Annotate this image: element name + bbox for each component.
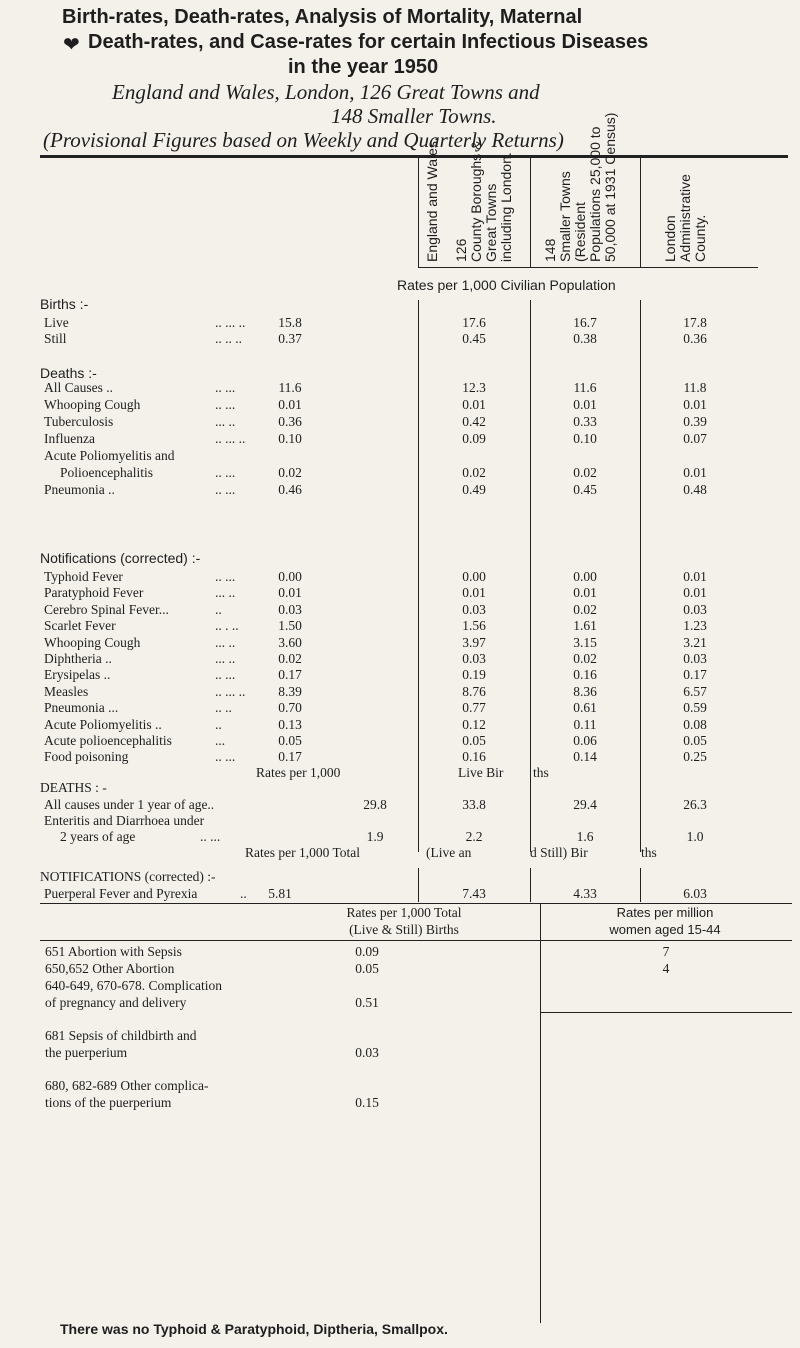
notif-rows-value: 3.60 <box>278 634 302 650</box>
notif2-heading: NOTIFICATIONS (corrected) :- <box>40 869 216 884</box>
maternal-right-rule <box>540 1012 792 1013</box>
notif-rows-value: 0.13 <box>278 716 302 732</box>
maternal-row-label: 680, 682-689 Other complica- <box>45 1078 209 1093</box>
maternal-top-rule <box>40 903 792 904</box>
maternal-row-label: of pregnancy and delivery <box>45 995 187 1010</box>
maternal-row-label: 650,652 Other Abortion <box>45 961 175 976</box>
deaths-rows-value: 0.01 <box>278 397 302 412</box>
maternal-row-label: 640-649, 670-678. Complication <box>45 978 222 993</box>
col-header-england-label: England and Wales. <box>424 137 440 262</box>
maternal-rate-per-million: 4 <box>662 961 670 976</box>
maternal-rate-per-million: 7 <box>662 944 670 959</box>
notif-rows-value: 1.61 <box>573 618 597 634</box>
deaths-rows-dots: .. ... .. <box>215 431 246 446</box>
notif-rows-label: Food poisoning <box>44 749 129 765</box>
deaths-rows-dots: .. ... <box>215 482 236 497</box>
col-header-smaller-towns-l4: Populations 25,000 to <box>587 126 603 262</box>
maternal-row-label: the puerperium <box>45 1045 128 1060</box>
infant-deaths-heading: DEATHS : - <box>40 780 107 795</box>
deaths-rows-value: 0.01 <box>683 465 707 480</box>
notif-rows-value: 0.05 <box>278 733 302 748</box>
births-rows-value: 15.8 <box>278 315 302 330</box>
notif-rows-value: 0.17 <box>278 749 302 765</box>
notif-rows-value: 0.03 <box>683 651 707 666</box>
deaths-rows-value: 0.45 <box>573 482 597 497</box>
notif-rows-dots: ... .. <box>215 651 236 666</box>
puerperal-v0: 5.81 <box>268 886 292 901</box>
notif-rows-value: 0.03 <box>462 601 486 617</box>
deaths-rows-dots: .. ... <box>215 465 236 480</box>
births-rows-value: 17.8 <box>683 315 707 330</box>
notifications-heading: Notifications (corrected) :- <box>40 550 201 566</box>
title-line-6: (Provisional Figures based on Weekly and Quarterly Returns) <box>43 128 564 152</box>
deaths-rows-value: 0.01 <box>683 397 707 412</box>
notif-rows-value: 0.01 <box>683 569 707 584</box>
rates-header: Rates per 1,000 Civilian Population <box>397 277 616 293</box>
puer-divider-2 <box>530 868 531 902</box>
births-rows-value: 16.7 <box>573 315 597 330</box>
col-header-great-towns-l2: County Boroughs & <box>468 140 484 262</box>
maternal-rate: 0.05 <box>355 961 379 976</box>
notif-rows-value: 0.01 <box>683 585 707 601</box>
deaths-rows-value: 0.46 <box>278 482 302 497</box>
notif-rows-label: Scarlet Fever <box>44 618 116 634</box>
notif-rows-value: 0.25 <box>683 749 707 765</box>
col-header-smaller-towns-l2: Smaller Towns <box>557 171 573 262</box>
col-header-london-l2: Administrative <box>677 174 693 262</box>
notif-rows-dots: .. . .. <box>215 618 239 634</box>
notif-rows-dots: .. <box>215 601 222 617</box>
births-rows-value: 0.45 <box>462 331 486 346</box>
maternal-row-label: 651 Abortion with Sepsis <box>45 944 182 959</box>
col-header-smaller-towns-l3: (Resident <box>572 202 588 262</box>
notif-rows-label: Pneumonia ... <box>44 700 119 716</box>
infant-row1-v3: 26.3 <box>683 797 707 812</box>
deaths-rows-value: 0.36 <box>278 414 302 429</box>
notif-rows-value: 0.00 <box>278 569 302 584</box>
deaths-rows-value: 0.02 <box>573 465 597 480</box>
body-divider-1 <box>418 300 419 852</box>
notif-rows-value: 0.17 <box>683 667 707 683</box>
notif-rows-value: 0.00 <box>462 569 486 584</box>
col-divider-3 <box>640 158 641 268</box>
deaths-rows-label: Acute Poliomyelitis and <box>44 448 175 463</box>
title-line-1: Birth-rates, Death-rates, Analysis of Mortality, Maternal <box>62 6 583 28</box>
notif-rows-value: 3.97 <box>462 634 486 650</box>
title-line-5: 148 Smaller Towns. <box>331 104 497 128</box>
notif-rows-label: Acute Poliomyelitis .. <box>44 716 162 732</box>
notif-rows-label: Whooping Cough <box>44 634 141 650</box>
deaths-rows-value: 0.10 <box>573 431 597 446</box>
infant-row3-v3: 1.0 <box>686 829 704 844</box>
col-header-england <box>425 137 440 262</box>
maternal-hdr-right-2: women aged 15-44 <box>609 922 721 937</box>
total-births-label-b: d Still) Bir <box>530 845 588 860</box>
notif-rows-value: 8.36 <box>573 683 597 699</box>
notif-rows-value: 1.23 <box>683 618 707 634</box>
live-births-label-b: ths <box>533 765 549 780</box>
deaths-rows-value: 0.10 <box>278 431 302 446</box>
notif-rows-value: 0.17 <box>278 667 302 683</box>
notif-rows-label: Paratyphoid Fever <box>44 585 144 601</box>
notif-rows-value: 8.76 <box>462 683 486 699</box>
deaths-rows-value: 12.3 <box>462 380 486 395</box>
notif-rows-value: 0.03 <box>683 601 707 617</box>
maternal-hdr-right-1: Rates per million <box>616 905 714 920</box>
infant-row1-label: All causes under 1 year of age.. <box>44 797 215 812</box>
puer-divider-3 <box>640 868 641 902</box>
deaths-rows-value: 11.8 <box>683 380 707 395</box>
notif-rows-value: 0.01 <box>278 585 302 601</box>
notif-rows-value: 0.77 <box>462 700 486 716</box>
title-line-4: England and Wales, London, 126 Great Towns and <box>112 80 540 104</box>
infant-row2-label: Enteritis and Diarrhoea under <box>44 813 205 828</box>
maternal-divider <box>540 903 541 1323</box>
maternal-row-label: 681 Sepsis of childbirth and <box>45 1028 197 1043</box>
deaths-rows-label: Pneumonia .. <box>44 482 115 497</box>
col-header-great-towns-l3: Great Towns <box>483 183 499 262</box>
puer-divider-1 <box>418 868 419 902</box>
deaths-rows-label: All Causes .. <box>44 380 113 395</box>
col-header-smaller-towns-l1: 148 <box>542 238 558 262</box>
header-bottom-rule <box>418 267 758 268</box>
notif-rows-value: 3.21 <box>683 634 707 650</box>
notif-rows-value: 0.01 <box>573 585 597 601</box>
infant-row1-v1: 33.8 <box>462 797 486 812</box>
notif-rows-value: 0.02 <box>278 651 302 666</box>
notif-rows-value: 0.16 <box>462 749 486 765</box>
col-header-smaller-towns <box>543 113 618 262</box>
deaths-rows-dots: .. ... <box>215 397 236 412</box>
notif-rows-value: 0.14 <box>573 749 597 765</box>
deaths-rows-value: 11.6 <box>573 380 597 395</box>
deaths-rows-value: 0.39 <box>683 414 707 429</box>
maternal-hdr-left-2: (Live & Still) Births <box>349 922 459 937</box>
infant-row1-v0: 29.8 <box>363 797 387 812</box>
infant-row3-v1: 2.2 <box>465 829 483 844</box>
births-heading: Births :- <box>40 296 89 312</box>
notif-rows-value: 0.06 <box>573 733 597 748</box>
deaths-rows-dots: ... .. <box>215 414 236 429</box>
col-divider-1 <box>418 158 419 268</box>
footer-note: There was no Typhoid & Paratyphoid, Diptheria, Smallpox. <box>60 1321 448 1337</box>
rates-per-1000-total-label: Rates per 1,000 Total <box>245 845 361 860</box>
maternal-header-rule <box>40 940 792 941</box>
notif-rows-value: 0.16 <box>573 667 597 683</box>
notif-rows-value: 0.11 <box>573 716 597 732</box>
births-rows-label: Live <box>44 315 69 330</box>
notif-rows-value: 0.03 <box>462 651 486 666</box>
notif-rows-value: 0.12 <box>462 716 486 732</box>
col-header-great-towns-l4: including London. <box>498 152 514 262</box>
deaths-rows-value: 0.02 <box>278 465 302 480</box>
notif-rows-value: 6.57 <box>683 683 707 699</box>
col-header-london <box>663 174 708 262</box>
notif-rows-label: Cerebro Spinal Fever... <box>44 601 169 617</box>
births-rows-value: 17.6 <box>462 315 486 330</box>
deaths-rows-value: 0.07 <box>683 431 707 446</box>
live-births-label-a: Live Bir <box>458 765 504 780</box>
births-rows-value: 0.38 <box>573 331 597 346</box>
deaths-rows-value: 0.42 <box>462 414 486 429</box>
header-rule <box>40 155 788 158</box>
births-rows-dots: .. .. .. <box>215 331 242 346</box>
title-line-3: in the year 1950 <box>288 56 439 78</box>
notif-rows-value: 0.08 <box>683 716 707 732</box>
maternal-rate: 0.09 <box>355 944 379 959</box>
infant-row1-v2: 29.4 <box>573 797 597 812</box>
deaths-rows-value: 11.6 <box>278 380 302 395</box>
notif-rows-label: Erysipelas .. <box>44 667 111 683</box>
deaths-rows-label: Tuberculosis <box>44 414 114 429</box>
deaths-rows-value: 0.02 <box>462 465 486 480</box>
maternal-rate: 0.03 <box>355 1045 379 1060</box>
notif-rows-label: Diphtheria .. <box>44 651 112 666</box>
notif-rows-label: Measles <box>44 683 89 699</box>
rates-per-1000-label: Rates per 1,000 <box>256 765 341 780</box>
notif-rows-dots: ... .. <box>215 585 236 601</box>
notif-rows-value: 0.03 <box>278 601 302 617</box>
puerperal-v1: 7.43 <box>462 886 486 901</box>
notif-rows-value: 0.19 <box>462 667 486 683</box>
deaths-rows-value: 0.01 <box>573 397 597 412</box>
deaths-heading: Deaths :- <box>40 365 97 381</box>
notif-rows-dots: .. <box>215 716 222 732</box>
notif-rows-value: 3.15 <box>573 634 597 650</box>
notif-rows-dots: .. ... .. <box>215 683 246 699</box>
infant-row3-label: 2 years of age <box>60 829 136 844</box>
puerperal-fever-label: Puerperal Fever and Pyrexia <box>44 886 198 901</box>
notif-rows-dots: ... <box>215 733 226 748</box>
deaths-rows-label: Polioencephalitis <box>60 465 153 480</box>
puerperal-v2: 4.33 <box>573 886 597 901</box>
total-births-label-c: ths <box>641 845 657 860</box>
notif-rows-value: 0.00 <box>573 569 597 584</box>
deaths-rows-dots: .. ... <box>215 380 236 395</box>
notif-rows-value: 0.02 <box>573 651 597 666</box>
deaths-rows-value: 0.09 <box>462 431 486 446</box>
notif-rows-label: Acute polioencephalitis <box>44 733 172 748</box>
notif-rows-value: 0.70 <box>278 700 302 716</box>
infant-row3-dots: .. ... <box>200 829 221 844</box>
notif-rows-value: 0.01 <box>462 585 486 601</box>
col-header-london-l3: County. <box>692 214 708 262</box>
notif-rows-dots: ... .. <box>215 634 236 650</box>
body-divider-2 <box>530 300 531 852</box>
notif-rows-value: 0.59 <box>683 700 707 716</box>
deaths-rows-label: Influenza <box>44 431 95 446</box>
births-rows-value: 0.36 <box>683 331 707 346</box>
infant-row3-v2: 1.6 <box>576 829 594 844</box>
notif-rows-value: 0.02 <box>573 601 597 617</box>
notif-rows-dots: .. ... <box>215 749 236 765</box>
col-header-smaller-towns-l5: 50,000 at 1931 Census) <box>602 112 618 262</box>
notif-rows-value: 1.56 <box>462 618 486 634</box>
notif-rows-label: Typhoid Fever <box>44 569 123 584</box>
notif-rows-dots: .. ... <box>215 569 236 584</box>
notif-rows-dots: .. .. <box>215 700 232 716</box>
maternal-rate: 0.15 <box>355 1095 379 1110</box>
notif-rows-value: 8.39 <box>278 683 302 699</box>
notif-rows-value: 0.61 <box>573 700 597 716</box>
births-rows-value: 0.37 <box>278 331 302 346</box>
maternal-row-label: tions of the puerperium <box>45 1095 172 1110</box>
title-line-2: Death-rates, and Case-rates for certain Infectious Diseases <box>88 31 649 53</box>
col-header-london-l1: London <box>662 215 678 262</box>
notif-rows-value: 0.05 <box>683 733 707 748</box>
puerperal-v3: 6.03 <box>683 886 707 901</box>
births-rows-dots: .. ... .. <box>215 315 246 330</box>
ornament-icon: ❤ <box>63 34 80 56</box>
col-header-great-towns <box>454 141 514 262</box>
deaths-rows-value: 0.33 <box>573 414 597 429</box>
total-births-label-a: (Live an <box>426 845 472 860</box>
maternal-rate: 0.51 <box>355 995 379 1010</box>
puerperal-fever-dots: .. <box>240 886 247 901</box>
births-rows-label: Still <box>44 331 67 346</box>
deaths-rows-value: 0.49 <box>462 482 486 497</box>
deaths-rows-value: 0.48 <box>683 482 707 497</box>
col-header-great-towns-l1: 126 <box>453 238 469 262</box>
notif-rows-value: 0.05 <box>462 733 486 748</box>
deaths-rows-value: 0.01 <box>462 397 486 412</box>
notif-rows-value: 1.50 <box>278 618 302 634</box>
notif-rows-dots: .. ... <box>215 667 236 683</box>
infant-row3-v0: 1.9 <box>366 829 384 844</box>
col-divider-2 <box>530 158 531 268</box>
maternal-hdr-left-1: Rates per 1,000 Total <box>346 905 462 920</box>
deaths-rows-label: Whooping Cough <box>44 397 141 412</box>
body-divider-3 <box>640 300 641 852</box>
